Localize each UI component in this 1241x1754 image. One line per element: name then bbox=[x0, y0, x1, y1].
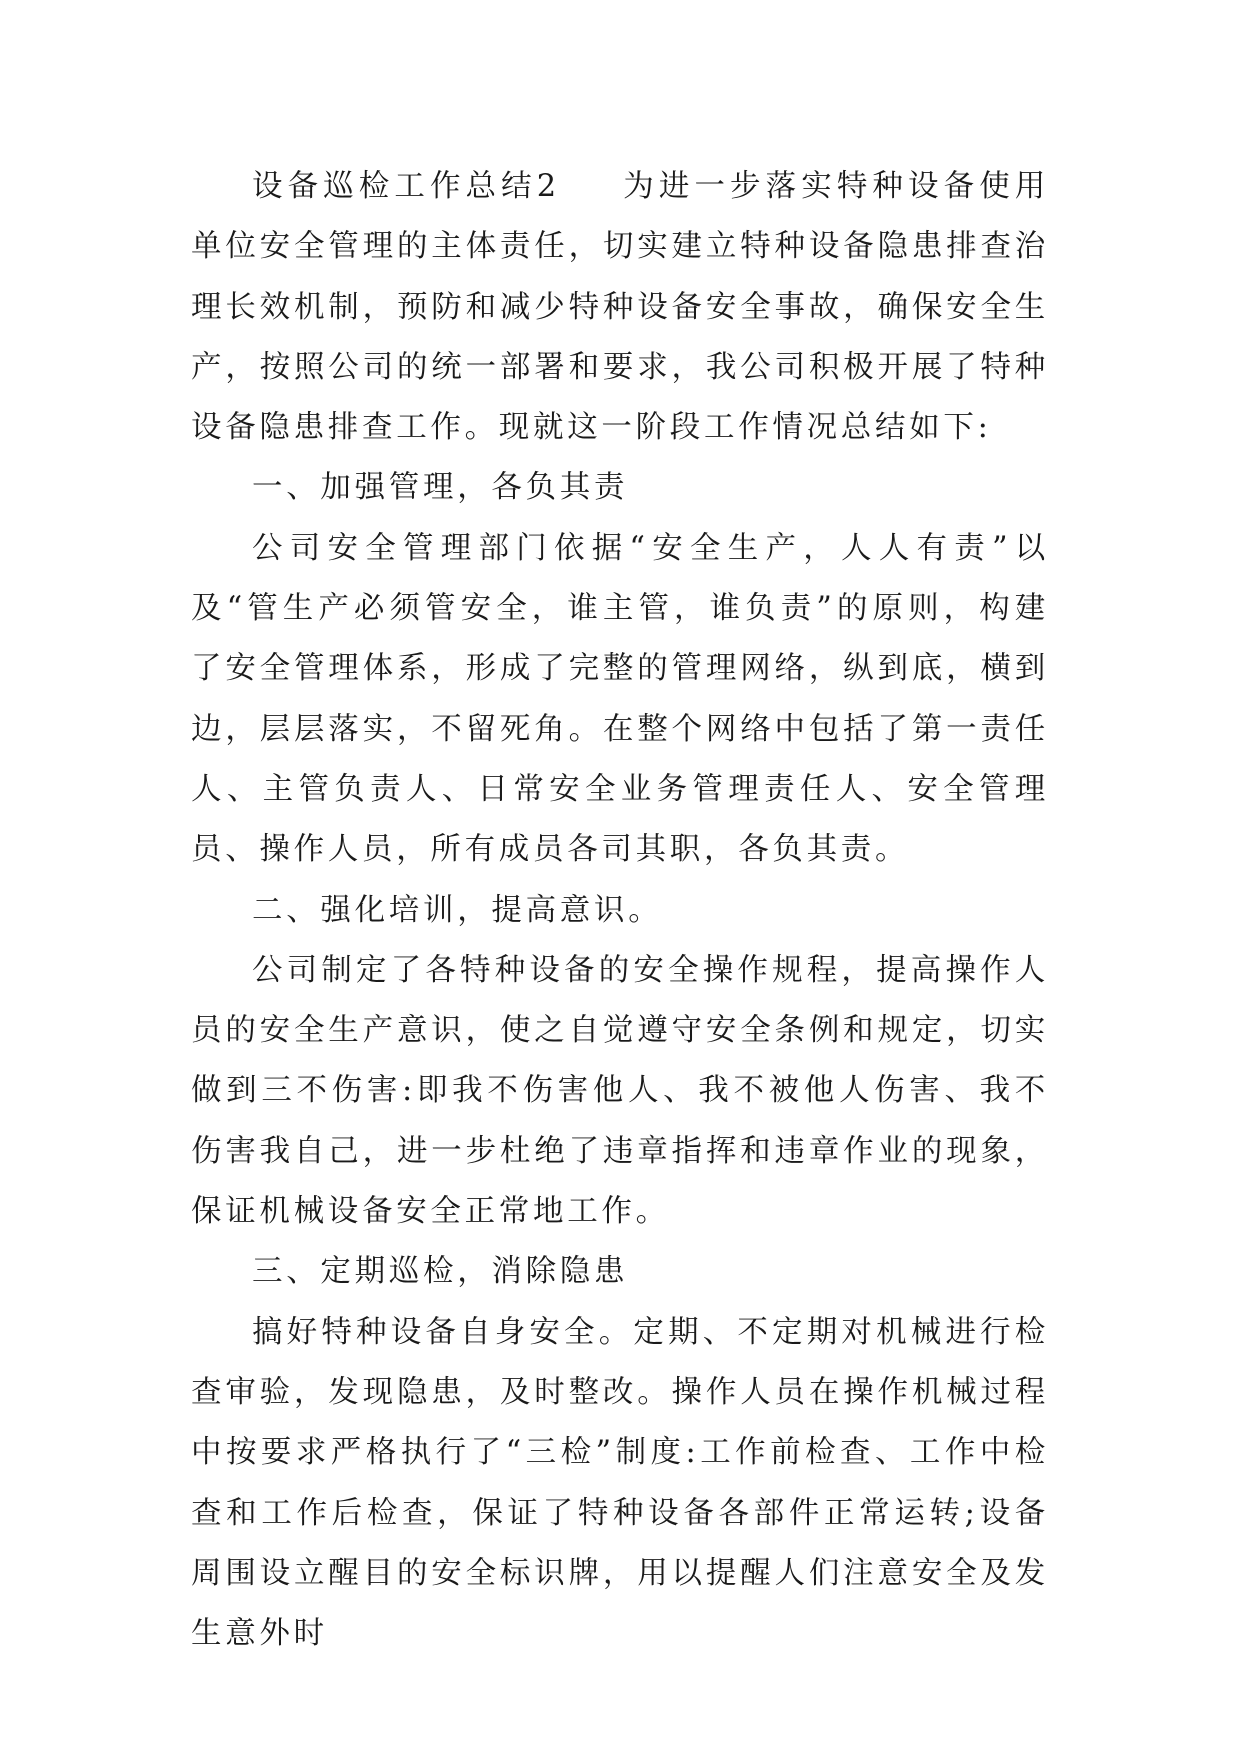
intro-text: 为进一步落实特种设备使用单位安全管理的主体责任，切实建立特种设备隐患排查治理长效机制，预防和减少特种设备安全事故，确保安全生产，按照公司的统一部署和要求，我公司积极开展了特种设备隐患排查工作。现就这一阶段工作情况总结如下: bbox=[191, 169, 1049, 446]
document-title: 设备巡检工作总结2 bbox=[252, 169, 560, 204]
intro-paragraph bbox=[191, 157, 1049, 458]
section-heading-3: 三、定期巡检，消除隐患 bbox=[252, 1254, 629, 1290]
document-body bbox=[191, 157, 1049, 1664]
section-heading-2: 二、强化培训，提高意识。 bbox=[252, 892, 663, 928]
section-body-2: 公司制定了各特种设备的安全操作规程，提高操作人员的安全生产意识，使之自觉遵守安全条例和规定，切实做到三不伤害:即我不伤害他人、我不被他人伤害、我不伤害我自己，进一步杜绝了违章指挥和违章作业的现象，保证机械设备安全正常地工作。 bbox=[191, 952, 1049, 1230]
section-body-1: 公司安全管理部门依据“安全生产，人人有责”以及“管生产必须管安全，谁主管，谁负责”的原则，构建了安全管理体系，形成了完整的管理网络，纵到底，横到边，层层落实，不留死角。在整个网络中包括了第一责任人、主管负责人、日常安全业务管理责任人、安全管理员、操作人员，所有成员各司其职，各负其责。 bbox=[191, 530, 1049, 868]
section-body-3: 搞好特种设备自身安全。定期、不定期对机械进行检查审验，发现隐患，及时整改。操作人员在操作机械过程中按要求严格执行了“三检”制度:工作前检查、工作中检查和工作后检查，保证了特种设备各部件正常运转;设备周围设立醒目的安全标识牌，用以提醒人们注意安全及发生意外时 bbox=[191, 1314, 1049, 1652]
section-heading-1: 一、加强管理，各负其责 bbox=[252, 470, 629, 506]
